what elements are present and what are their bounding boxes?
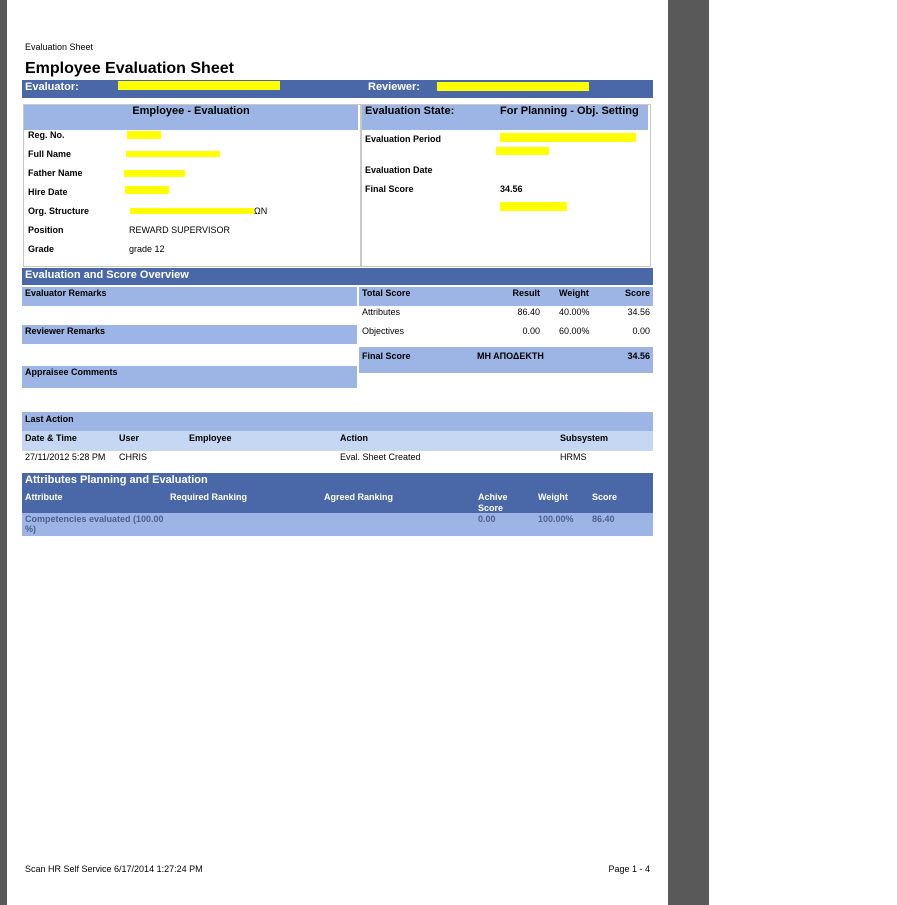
reviewer-label: Reviewer: — [368, 81, 420, 93]
field-label-position: Position — [28, 225, 64, 235]
last-action-datetime: 27/11/2012 5:28 PM — [25, 452, 106, 462]
score-header-score: Score — [624, 288, 650, 298]
attributes-row-achieve: 0.00 — [478, 514, 496, 524]
score-row-attributes-name: Attributes — [362, 307, 401, 317]
attributes-row-name: Competencies evaluated (100.00 %) — [25, 514, 164, 534]
score-row-objectives-score: 0.00 — [632, 326, 650, 336]
evaluation-state-label: Evaluation State: — [365, 105, 455, 117]
field-label-org-structure: Org. Structure — [28, 206, 90, 216]
evaluator-label: Evaluator: — [25, 81, 79, 93]
score-final-label: Final Score — [362, 351, 411, 361]
viewer-right-border — [668, 0, 709, 905]
evaluation-state-value: For Planning - Obj. Setting — [500, 105, 639, 117]
score-row-attributes-weight: 40.00% — [559, 307, 590, 317]
last-action-header-datetime: Date & Time — [25, 433, 77, 443]
attributes-header-weight: Weight — [538, 492, 568, 502]
attributes-row-weight: 100.00% — [538, 514, 574, 524]
redaction-full-name — [126, 151, 220, 157]
overview-section-title: Evaluation and Score Overview — [22, 268, 653, 285]
field-label-hire-date: Hire Date — [28, 187, 68, 197]
doc-label: Evaluation Sheet — [25, 42, 94, 52]
score-final-value: 34.56 — [627, 351, 650, 361]
redaction-hire-date — [125, 186, 169, 194]
footer-left: Scan HR Self Service 6/17/2014 1:27:24 PM — [25, 864, 203, 874]
field-value-org-structure: ΩΝ — [254, 206, 268, 216]
score-header-weight: Weight — [559, 288, 589, 298]
redaction-reg-no — [127, 131, 161, 139]
last-action-action: Eval. Sheet Created — [340, 452, 421, 462]
redaction-reviewer — [437, 82, 589, 91]
redaction-below-final-score — [500, 202, 567, 211]
field-label-reg-no: Reg. No. — [28, 130, 65, 140]
redaction-evaluator — [118, 81, 280, 90]
last-action-header-subsystem: Subsystem — [560, 433, 609, 443]
last-action-header-action: Action — [340, 433, 368, 443]
redaction-org-structure — [130, 208, 254, 214]
viewer-left-border — [0, 0, 7, 905]
score-final-status: ΜΗ ΑΠΟΔΕΚΤΗ — [477, 351, 544, 361]
score-row-attributes-score: 34.56 — [627, 307, 650, 317]
field-label-full-name: Full Name — [28, 149, 72, 159]
attributes-row-score: 86.40 — [592, 514, 615, 524]
score-header-result: Result — [512, 288, 540, 298]
attributes-header-required: Required Ranking — [170, 492, 248, 502]
redaction-father-name — [124, 170, 185, 177]
redaction-period-start — [500, 133, 636, 142]
attributes-header-achieve: Achive Score — [478, 492, 508, 513]
final-score-value: 34.56 — [500, 184, 523, 194]
doc-title: Employee Evaluation Sheet — [25, 60, 234, 77]
evaluator-remarks-header: Evaluator Remarks — [22, 287, 357, 306]
final-score-label: Final Score — [365, 184, 414, 194]
last-action-title: Last Action — [22, 412, 653, 431]
attributes-section-title: Attributes Planning and Evaluation — [25, 474, 208, 486]
last-action-subsystem: HRMS — [560, 452, 587, 462]
field-value-position: REWARD SUPERVISOR — [129, 225, 231, 235]
attributes-header-agreed: Agreed Ranking — [324, 492, 394, 502]
score-header-total: Total Score — [362, 288, 411, 298]
last-action-user: CHRIS — [119, 452, 148, 462]
field-label-grade: Grade — [28, 244, 55, 254]
field-value-grade: grade 12 — [129, 244, 165, 254]
attributes-header-score: Score — [592, 492, 618, 502]
footer-page-number: Page 1 - 4 — [608, 864, 650, 874]
appraisee-comments-header: Appraisee Comments — [22, 366, 357, 388]
score-row-objectives-result: 0.00 — [522, 326, 540, 336]
employee-section-title: Employee - Evaluation — [24, 105, 358, 130]
attributes-header-attribute: Attribute — [25, 492, 63, 502]
field-label-father-name: Father Name — [28, 168, 83, 178]
redaction-period-end — [496, 147, 549, 155]
score-row-objectives-name: Objectives — [362, 326, 405, 336]
last-action-header-user: User — [119, 433, 140, 443]
reviewer-remarks-header: Reviewer Remarks — [22, 325, 357, 344]
last-action-header-row — [22, 431, 653, 451]
evaluation-period-label: Evaluation Period — [365, 134, 442, 144]
score-row-attributes-result: 86.40 — [517, 307, 540, 317]
evaluation-date-label: Evaluation Date — [365, 165, 433, 175]
last-action-header-employee: Employee — [189, 433, 232, 443]
score-row-objectives-weight: 60.00% — [559, 326, 590, 336]
